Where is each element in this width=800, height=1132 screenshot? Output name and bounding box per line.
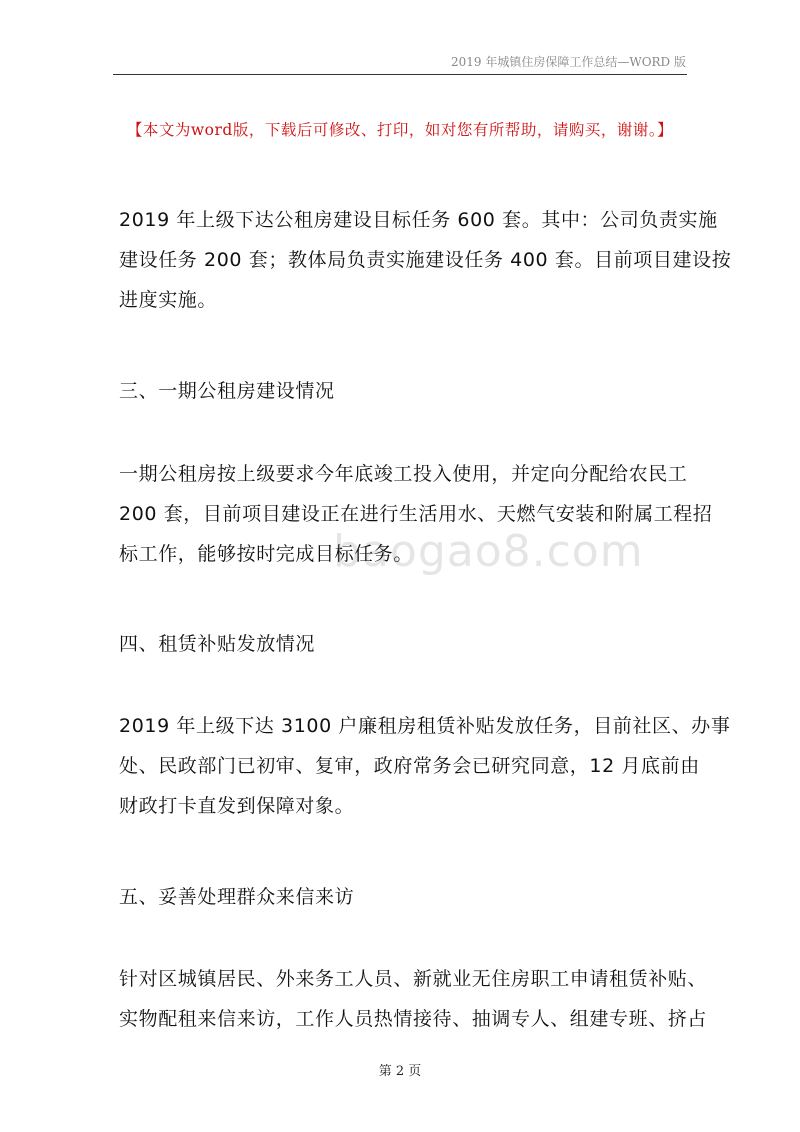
paragraph-line: 标工作，能够按时完成目标任务。 — [119, 543, 414, 565]
section-heading: 四、租赁补贴发放情况 — [119, 633, 316, 655]
paragraph-line: 2019 年上级下达 3100 户廉租房租赁补贴发放任务，目前社区、办事 — [119, 715, 731, 737]
paragraph-line: 实物配租来信来访，工作人员热情接待、抽调专人、组建专班、挤占 — [119, 1008, 708, 1030]
page-header-title: 2019 年城镇住房保障工作总结—WORD 版 — [451, 55, 686, 69]
paragraph — [119, 959, 708, 1039]
paragraph — [119, 200, 732, 320]
paragraph-line: 处、民政部门已初审、复审，政府常务会已研究同意，12 月底前由 — [119, 755, 700, 777]
purchase-notice: 【本文为word版，下载后可修改、打印，如对您有所帮助，请购买，谢谢。】 — [126, 121, 674, 139]
paragraph-line: 进度实施。 — [119, 289, 218, 311]
paragraph-line: 200 套，目前项目建设正在进行生活用水、天燃气安装和附属工程招 — [119, 503, 713, 525]
paragraph-line: 针对区城镇居民、外来务工人员、新就业无住房职工申请租赁补贴、 — [119, 968, 708, 990]
watermark: baogao8.com — [333, 526, 644, 577]
paragraph-line: 2019 年上级下达公租房建设目标任务 600 套。其中：公司负责实施 — [119, 209, 718, 231]
paragraph-line: 财政打卡直发到保障对象。 — [119, 795, 355, 817]
section-heading: 三、一期公租房建设情况 — [119, 380, 335, 402]
header-rule — [113, 74, 687, 75]
paragraph-line: 建设任务 200 套；教体局负责实施建设任务 400 套。目前项目建设按 — [119, 249, 732, 271]
section-heading: 五、妥善处理群众来信来访 — [119, 886, 355, 908]
page-number: 第 2 页 — [378, 1064, 422, 1079]
paragraph — [119, 706, 731, 826]
paragraph — [119, 454, 713, 574]
paragraph-line: 一期公租房按上级要求今年底竣工投入使用，并定向分配给农民工 — [119, 463, 688, 485]
